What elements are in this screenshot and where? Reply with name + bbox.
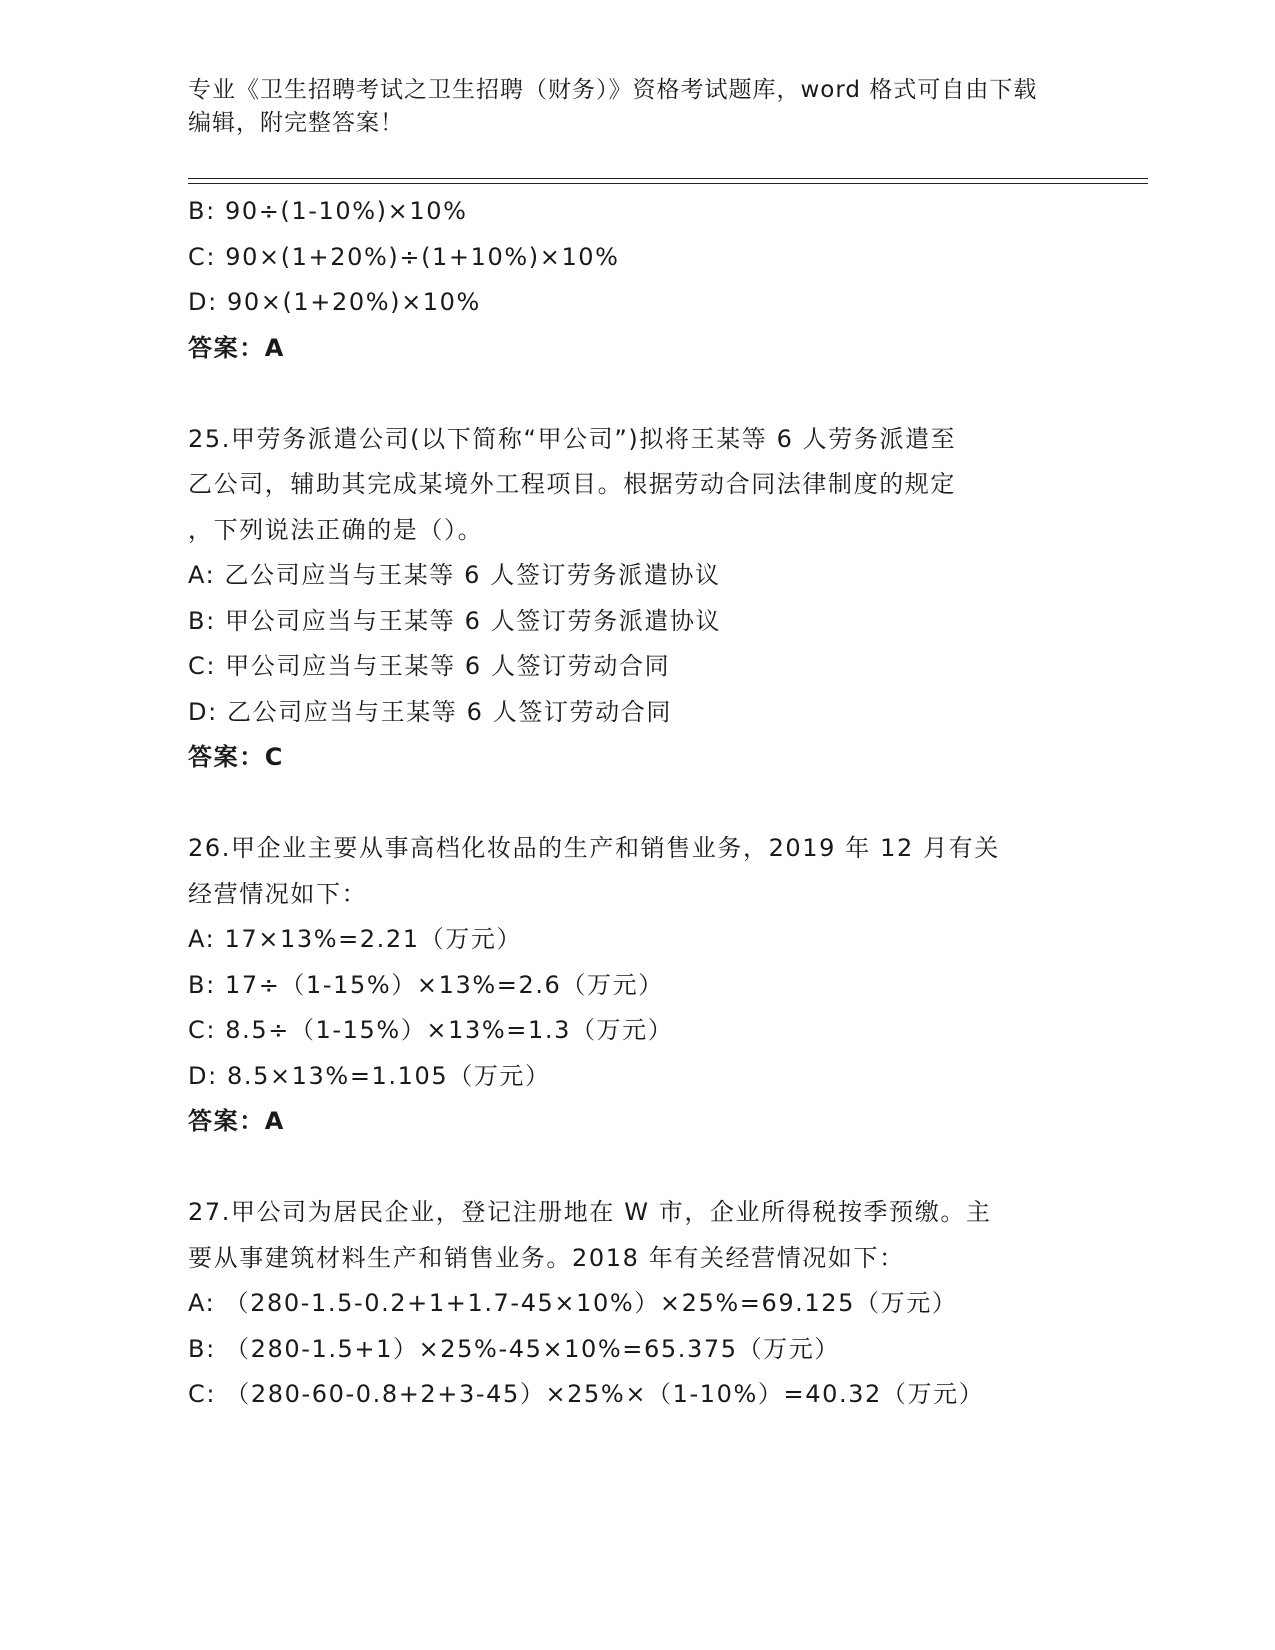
option-b: B: （280-1.5+1）×25%-45×10%=65.375（万元） [188,1334,840,1363]
question-stem: 乙公司，辅助其完成某境外工程项目。根据劳动合同法律制度的规定 [188,470,956,498]
question-stem: 25.甲劳务派遣公司(以下简称“甲公司”)拟将王某等 6 人劳务派遣至 [188,424,957,453]
spacer [188,781,1088,827]
spacer [188,1145,1088,1191]
option-b: B: 17÷（1-15%）×13%=2.6（万元） [188,970,664,999]
question-stem: 要从事建筑材料生产和销售业务。2018 年有关经营情况如下： [188,1243,905,1272]
spacer [188,371,1088,417]
header-divider-top [188,178,1148,179]
option-c: C: 甲公司应当与王某等 6 人签订劳动合同 [188,652,671,680]
question-26 [188,826,1088,1145]
option-b: B: 甲公司应当与王某等 6 人签订劳务派遣协议 [188,606,722,635]
document-header [188,74,1088,140]
question-stem: ，下列说法正确的是（）。 [188,515,484,544]
option-c: C: （280-60-0.8+2+3-45）×25%×（1-10%）=40.32（万元） [188,1380,985,1408]
option-a: A: （280-1.5-0.2+1+1.7-45×10%）×25%=69.125（万元） [188,1289,958,1317]
question-stem: 26.甲企业主要从事高档化妆品的生产和销售业务，2019 年 12 月有关 [188,834,1000,862]
header-line-1: 专业《卫生招聘考试之卫生招聘（财务）》资格考试题库，word 格式可自由下载 [188,77,1038,103]
question-27 [188,1190,1088,1418]
option-a: A: 乙公司应当与王某等 6 人签订劳务派遣协议 [188,561,721,589]
question-content [188,189,1088,1418]
option-c: C: 90×(1+20%)÷(1+10%)×10% [188,242,620,271]
answer-line: 答案：A [188,333,285,362]
option-d: D: 90×(1+20%)×10% [188,288,481,316]
question-25 [188,417,1088,781]
option-d: D: 乙公司应当与王某等 6 人签订劳动合同 [188,697,672,726]
answer-line: 答案：A [188,1107,285,1135]
question-stem: 27.甲公司为居民企业，登记注册地在 W 市，企业所得税按季预缴。主 [188,1198,992,1226]
question-stem: 经营情况如下： [188,879,368,908]
option-a: A: 17×13%=2.21（万元） [188,925,523,953]
option-c: C: 8.5÷（1-15%）×13%=1.3（万元） [188,1016,674,1044]
header-line-2: 编辑，附完整答案！ [188,110,404,136]
header-divider-bottom [188,183,1148,184]
answer-line: 答案：C [188,743,285,771]
option-d: D: 8.5×13%=1.105（万元） [188,1061,551,1090]
option-b: B: 90÷(1-10%)×10% [188,197,468,225]
previous-question [188,189,1088,371]
